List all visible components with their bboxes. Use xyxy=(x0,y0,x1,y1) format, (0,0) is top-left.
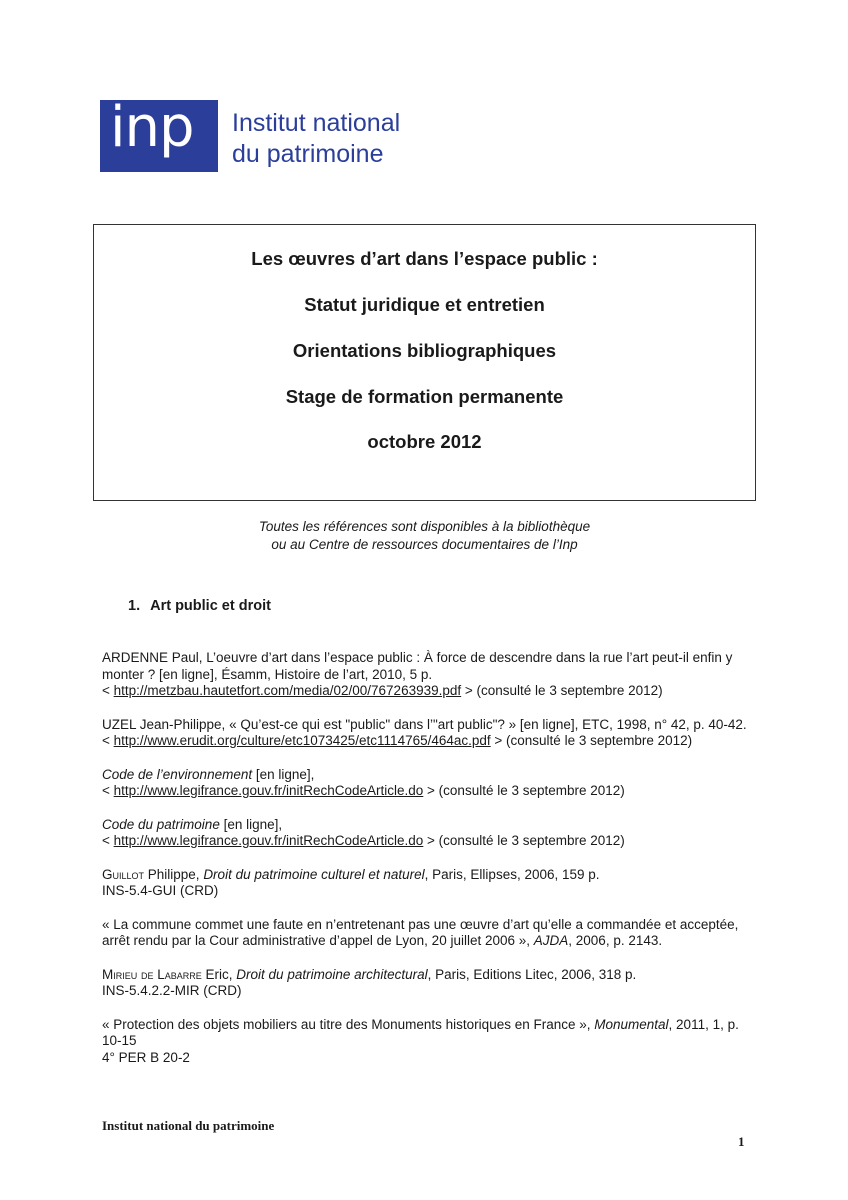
reference-journal: Monumental xyxy=(594,1016,669,1032)
reference-mirieu xyxy=(102,967,752,1000)
reference-title: Droit du patrimoine architectural xyxy=(236,966,428,982)
reference-publication: , Paris, Ellipses, 2006, 159 p. xyxy=(424,866,600,882)
reference-code-environnement xyxy=(102,767,752,800)
reference-author-firstname: Eric, xyxy=(201,966,237,982)
intro-line-1: Toutes les références sont disponibles à la bibliothèque xyxy=(258,519,591,534)
reference-uzel xyxy=(102,717,752,750)
reference-title: Droit du patrimoine culturel et naturel xyxy=(203,866,425,882)
logo-wordmark xyxy=(232,108,400,170)
reference-publication: , Paris, Editions Litec, 2006, 318 p. xyxy=(427,966,637,982)
reference-ajda xyxy=(102,917,752,950)
reference-monumental xyxy=(102,1017,752,1067)
reference-title: Code de l’environnement xyxy=(102,766,253,782)
section-number: 1. xyxy=(128,598,141,614)
page-number: 1 xyxy=(738,1134,745,1149)
reference-author: Guillot xyxy=(102,866,145,882)
reference-text: « Protection des objets mobiliers au titre des Monuments historiques en France », xyxy=(102,1016,595,1032)
link-bracket-open: < xyxy=(102,733,114,748)
section-title: Art public et droit xyxy=(150,598,271,614)
document-type: Orientations bibliographiques xyxy=(292,340,557,361)
reference-text: [en ligne], xyxy=(252,766,315,782)
intro-line-2: ou au Centre de ressources documentaires de l’Inp xyxy=(271,537,578,552)
logo-line-2: du patrimoine xyxy=(232,140,384,168)
reference-text: ARDENNE Paul, L’oeuvre d’art dans l’espace public : À force de descendre dans la rue l’art peut-il enfin y monter ? [en ligne], Ésamm, Histoire de l’art, 2010, 5 p. xyxy=(102,650,733,682)
reference-code-patrimoine xyxy=(102,817,752,850)
reference-shelfmark: INS-5.4-GUI (CRD) xyxy=(102,883,219,898)
logo-line-1: Institut national xyxy=(232,109,401,137)
document-subtitle: Statut juridique et entretien xyxy=(304,294,545,315)
reference-text: UZEL Jean-Philippe, « Qu’est-ce qui est "public" dans l’"art public"? » [en ligne], ETC, 1998, n° 42, p. 40-42. xyxy=(102,716,747,732)
reference-author: Mirieu de Labarre xyxy=(102,966,202,982)
reference-shelfmark: INS-5.4.2.2-MIR (CRD) xyxy=(102,983,242,998)
link-bracket-open: < xyxy=(102,783,114,798)
reference-link[interactable]: http://www.legifrance.gouv.fr/initRechCodeArticle.do xyxy=(113,783,424,798)
reference-link[interactable]: http://www.erudit.org/culture/etc1073425/etc1114765/464ac.pdf xyxy=(113,733,491,748)
document-date: octobre 2012 xyxy=(367,431,482,452)
reference-publication: , 2006, p. 2143. xyxy=(568,933,663,948)
training-label: Stage de formation permanente xyxy=(285,386,564,407)
logo-mark: inp xyxy=(100,100,218,172)
link-bracket-open: < xyxy=(102,683,114,698)
reference-journal: AJDA xyxy=(533,933,569,948)
consulted-date: > (consulté le 3 septembre 2012) xyxy=(490,733,693,748)
reference-title: Code du patrimoine xyxy=(102,816,220,832)
reference-publication: , 2011, 1, p. 10-15 xyxy=(102,1016,739,1048)
reference-link[interactable]: http://www.legifrance.gouv.fr/initRechCodeArticle.do xyxy=(113,833,424,848)
footer-institution: Institut national du patrimoine xyxy=(102,1118,275,1133)
document-title: Les œuvres d’art dans l’espace public : xyxy=(251,248,598,269)
reference-link[interactable]: http://metzbau.hautetfort.com/media/02/00/767263939.pdf xyxy=(113,683,462,698)
reference-guillot xyxy=(102,867,752,900)
reference-text: « La commune commet une faute en n’entretenant pas une œuvre d’art qu’elle a commandée et acceptée, arrêt rendu par la Cour administrative d’appel de Lyon, 20 juillet 2006 », xyxy=(102,916,739,948)
consulted-date: > (consulté le 3 septembre 2012) xyxy=(423,833,625,848)
reference-list xyxy=(102,650,752,1083)
inp-logo xyxy=(100,95,401,172)
consulted-date: > (consulté le 3 septembre 2012) xyxy=(461,683,663,698)
reference-shelfmark: 4° PER B 20-2 xyxy=(102,1049,190,1065)
link-bracket-open: < xyxy=(102,833,114,848)
reference-author-firstname: Philippe, xyxy=(144,866,204,882)
consulted-date: > (consulté le 3 septembre 2012) xyxy=(423,783,625,798)
title-box xyxy=(93,224,756,501)
section-heading xyxy=(128,598,271,614)
reference-ardenne xyxy=(102,650,752,700)
reference-text: [en ligne], xyxy=(219,816,283,832)
